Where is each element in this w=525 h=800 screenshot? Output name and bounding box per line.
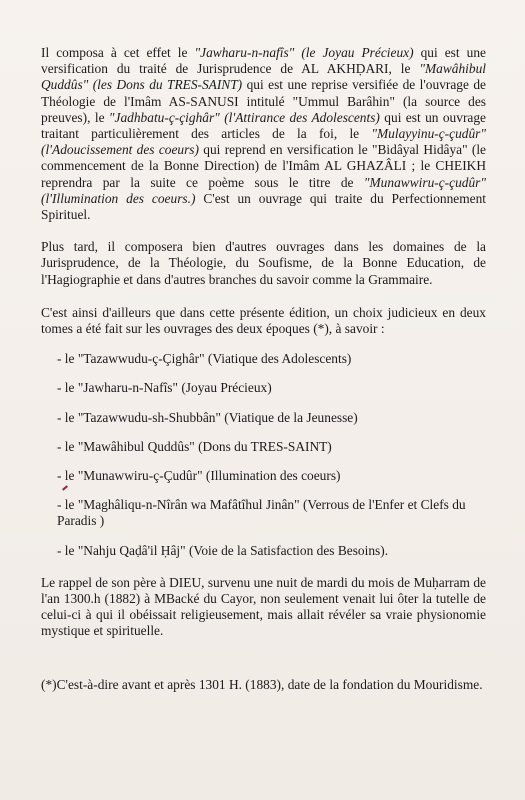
work-title: "Mulayyinu-ç-çudûr" (l'Adoucissement des coeurs) — [41, 126, 486, 158]
text-run: qui est une versification du traité de Jurisprudence de AL AKHḌARI, le — [41, 45, 486, 77]
work-title: "Jawharu-n-nafîs" (le Joyau Précieux) — [194, 45, 414, 60]
text-run: qui est un ouvrage traitant particulièrement des articles de la foi, le — [41, 109, 486, 142]
work-title: "Munawwiru-ç-çudûr" (l'Illumination des coeurs.) — [41, 174, 486, 206]
list-item: - le "Nahju Qaḍâ'il Ḥâj" (Voie de la Satisfaction des Besoins). — [57, 542, 389, 558]
list-item: - le "Maghâliqu-n-Nîrân wa Mafâtîhul Jinân" (Verrous de l'Enfer et Clefs du Paradis ) — [57, 497, 466, 529]
paragraph-edition-choice: C'est ainsi d'ailleurs que dans cette présente édition, un choix judicieux en deux tomes a été fait sur les ouvrages des deux époques (*), à savoir : — [41, 304, 486, 337]
paragraph-works-intro — [41, 45, 486, 223]
paragraph-later-works: Plus tard, il composera bien d'autres ouvrages dans les domaines de la Jurisprudence, de la Théologie, du Soufisme, de la Bonne Education, de l'Hagiographie et dans d'autres branches du savoir comme la Grammaire. — [41, 239, 486, 287]
text-run: qui reprend en versification le "Bidâyal Hidâya" (le commencement de la Bonne Direction) de l'Imâm AL GHAZÂLI ; le CHEIKH reprendra par la suite ce poème sous le titre de — [41, 142, 486, 190]
footnote: (*)C'est-à-dire avant et après 1301 H. (1883), date de la fondation du Mouridisme. — [41, 676, 483, 692]
text-run: qui est une reprise versifiée de l'ouvrage de Théologie de l'Imâm AS-SANUSI intitulé "Ummul Barâhin" (la source des preuves), le — [41, 77, 486, 125]
text-run: Il composa à cet effet le — [41, 45, 195, 60]
list-item: - le "Jawharu-n-Nafîs" (Joyau Précieux) — [57, 380, 272, 396]
works-list — [41, 351, 486, 559]
text-run: C'est un ouvrage qui traite du Perfectionnement Spirituel. — [41, 190, 486, 223]
paragraph-father-death: Le rappel de son père à DIEU, survenu une nuit de mardi du mois de Muḥarram de l'an 1300.h (1882) à MBacké du Cayor, non seulement venait lui ôter la tutelle de celui-ci à qui il obéissait religieusement, mais allait révéler sa vraie physionomie mystique et spirituelle. — [41, 574, 486, 639]
list-item: - le "Munawwiru-ç-Çudûr" (Illumination des coeurs) — [57, 468, 341, 484]
list-item: - le "Tazawwudu-sh-Shubbân" (Viatique de la Jeunesse) — [57, 409, 358, 425]
list-item: - le "Tazawwudu-ç-Çighâr" (Viatique des Adolescents) — [57, 351, 352, 367]
work-title: "Mawâhibul Quddûs" (les Dons du TRES-SAINT) — [41, 61, 486, 93]
list-item: - le "Mawâhibul Quddûs" (Dons du TRES-SAINT) — [57, 438, 332, 454]
work-title: "Jadhbatu-ç-çighâr" (l'Attirance des Adolescents) — [108, 109, 380, 125]
page-body — [41, 45, 486, 693]
